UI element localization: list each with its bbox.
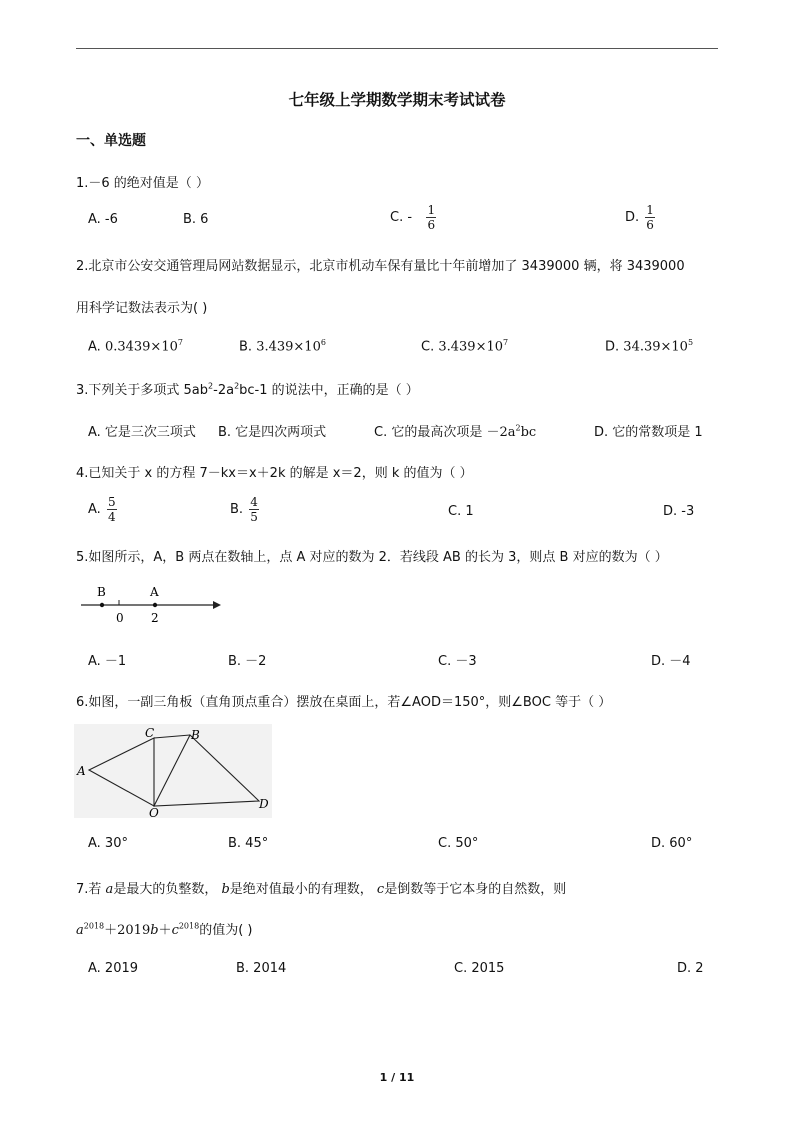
q2-a-base: 0.3439×10 <box>104 339 178 355</box>
q4-a-numerator: 5 <box>107 495 116 509</box>
q7-expr-c: c <box>171 923 179 938</box>
q2-c-base: 3.439×10 <box>438 339 504 355</box>
q4-a-denominator: 4 <box>107 510 116 524</box>
q1-option-c-prefix: C. - <box>390 210 413 225</box>
q4-b-denominator: 5 <box>250 510 258 524</box>
q3-option-a[interactable]: A. 它是三次三项式 <box>88 425 196 440</box>
q3-c-pre: C. 它的最高次项是 <box>374 425 487 440</box>
label-b: B <box>97 585 106 599</box>
q7-expr-mid: ＋2019 <box>104 923 151 938</box>
q1-option-d-prefix: D. <box>625 210 640 225</box>
q2-option-a[interactable] <box>88 338 183 354</box>
q1-option-c[interactable] <box>390 203 436 232</box>
q3-pre: 3.下列关于多项式 5ab <box>76 383 209 398</box>
question-4: 4.已知关于 x 的方程 7－kx＝x＋2k 的解是 x＝2，则 k 的值为（ ） <box>76 466 473 481</box>
q5-option-c[interactable]: C. －3 <box>438 654 477 669</box>
number-line-arrow <box>213 601 221 609</box>
q7-expr-b: b <box>150 923 159 938</box>
q7-expr-sup-2: 2018 <box>178 921 200 931</box>
q4-option-c[interactable]: C. 1 <box>448 504 474 519</box>
q2-d-base: 34.39×10 <box>623 339 688 355</box>
q7-option-b[interactable]: B. 2014 <box>236 961 287 976</box>
q7-p3: 是绝对值最小的有理数， <box>229 882 377 897</box>
q7-option-d[interactable]: D. 2 <box>677 961 704 976</box>
q2-d-label: D. <box>605 339 620 355</box>
point-a-dot <box>153 603 157 607</box>
q5-option-d[interactable]: D. －4 <box>651 654 691 669</box>
q1-d-denominator: 6 <box>646 218 654 232</box>
q7-option-a[interactable]: A. 2019 <box>88 961 139 976</box>
triangle-figure <box>74 724 272 818</box>
question-7-line-1 <box>76 878 566 897</box>
question-7-line-2 <box>76 919 252 938</box>
q2-d-exp: 5 <box>687 338 694 347</box>
point-label-a: A <box>77 764 86 778</box>
q4-a-label: A. <box>88 502 101 517</box>
q7-p4: 是倒数等于它本身的自然数，则 <box>384 882 567 897</box>
q3-c-math: －2a <box>486 425 516 440</box>
q3-c-sup: 2 <box>515 423 521 433</box>
q3-sup-2: 2 <box>234 381 240 391</box>
q7-expr-sup-1: 2018 <box>83 921 105 931</box>
q1-option-c-fraction <box>426 203 436 232</box>
q7-expr-plus: ＋ <box>158 923 172 938</box>
q6-option-d[interactable]: D. 60° <box>651 836 693 851</box>
q7-expr-a: a <box>76 923 84 938</box>
header-rule <box>76 48 718 49</box>
question-3 <box>76 379 419 398</box>
q5-option-b[interactable]: B. －2 <box>228 654 267 669</box>
q5-option-a[interactable]: A. －1 <box>88 654 127 669</box>
q6-option-c[interactable]: C. 50° <box>438 836 479 851</box>
tick-label-two: 2 <box>151 611 159 625</box>
q1-option-d[interactable] <box>625 203 655 232</box>
q1-d-numerator: 1 <box>646 203 654 217</box>
q2-option-b[interactable] <box>239 338 326 354</box>
point-label-b: B <box>191 728 200 742</box>
q2-c-exp: 7 <box>503 338 509 347</box>
q4-b-numerator: 4 <box>250 495 258 509</box>
q3-option-b[interactable]: B. 它是四次两项式 <box>218 425 327 440</box>
q4-option-b[interactable] <box>230 495 259 524</box>
q2-c-label: C. <box>421 339 435 355</box>
point-b-dot <box>100 603 104 607</box>
q1-option-d-fraction <box>645 203 655 232</box>
q7-p1: 7.若 <box>76 882 106 897</box>
q2-b-exp: 6 <box>320 338 326 347</box>
q3-c-post: bc <box>520 425 537 440</box>
tick-label-zero: 0 <box>116 611 124 625</box>
q1-option-b[interactable]: B. 6 <box>183 212 209 227</box>
q2-option-d[interactable] <box>605 338 693 354</box>
q7-p2: 是最大的负整数， <box>113 882 222 897</box>
q2-b-base: 3.439×10 <box>256 339 321 355</box>
number-line-figure <box>76 580 226 628</box>
q3-sup-1: 2 <box>208 381 214 391</box>
question-2-line-1: 2.北京市公安交通管理局网站数据显示，北京市机动车保有量比十年前增加了 3439000 辆，将 3439000 <box>76 259 685 274</box>
page-title: 七年级上学期数学期末考试试卷 <box>288 91 506 109</box>
section-heading: 一、单选题 <box>76 133 146 149</box>
q2-a-exp: 7 <box>177 338 183 347</box>
figure-background <box>74 724 272 818</box>
q4-b-fraction <box>249 495 259 524</box>
question-2-line-2: 用科学记数法表示为( ) <box>76 301 208 316</box>
q7-var-a: a <box>105 882 114 897</box>
q3-option-c[interactable] <box>374 421 536 440</box>
q1-c-numerator: 1 <box>427 203 436 217</box>
question-6: 6.如图，一副三角板（直角顶点重合）摆放在桌面上，若∠AOD＝150°，则∠BOC 等于（ ） <box>76 695 612 710</box>
q4-option-d[interactable]: D. -3 <box>663 504 695 519</box>
q1-c-denominator: 6 <box>427 218 436 232</box>
q4-option-a[interactable] <box>88 495 117 524</box>
page-number: 1 / 11 <box>379 1071 415 1084</box>
q2-option-c[interactable] <box>421 338 508 354</box>
q2-b-label: B. <box>239 339 253 355</box>
q6-option-a[interactable]: A. 30° <box>88 836 128 851</box>
q3-option-d[interactable]: D. 它的常数项是 1 <box>594 425 703 440</box>
q4-a-fraction <box>107 495 117 524</box>
question-1: 1.－6 的绝对值是（ ） <box>76 176 209 191</box>
point-label-c: C <box>145 726 155 740</box>
q7-var-b: b <box>221 882 230 897</box>
q4-b-label: B. <box>230 502 244 517</box>
q7-var-c: c <box>376 882 385 897</box>
q7-option-c[interactable]: C. 2015 <box>454 961 505 976</box>
q1-option-a[interactable]: A. -6 <box>88 212 118 227</box>
q6-option-b[interactable]: B. 45° <box>228 836 269 851</box>
q3-post: bc-1 的说法中，正确的是（ ） <box>239 383 419 398</box>
q3-mid: -2a <box>213 383 235 398</box>
question-5: 5.如图所示，A，B 两点在数轴上，点 A 对应的数为 2．若线段 AB 的长为 3，则点 B 对应的数为（ ） <box>76 550 668 565</box>
point-label-o: O <box>149 806 159 818</box>
point-label-d: D <box>259 797 269 811</box>
label-a: A <box>150 585 159 599</box>
q2-a-label: A. <box>88 339 101 355</box>
q7-expr-post: 的值为( ) <box>199 923 253 938</box>
